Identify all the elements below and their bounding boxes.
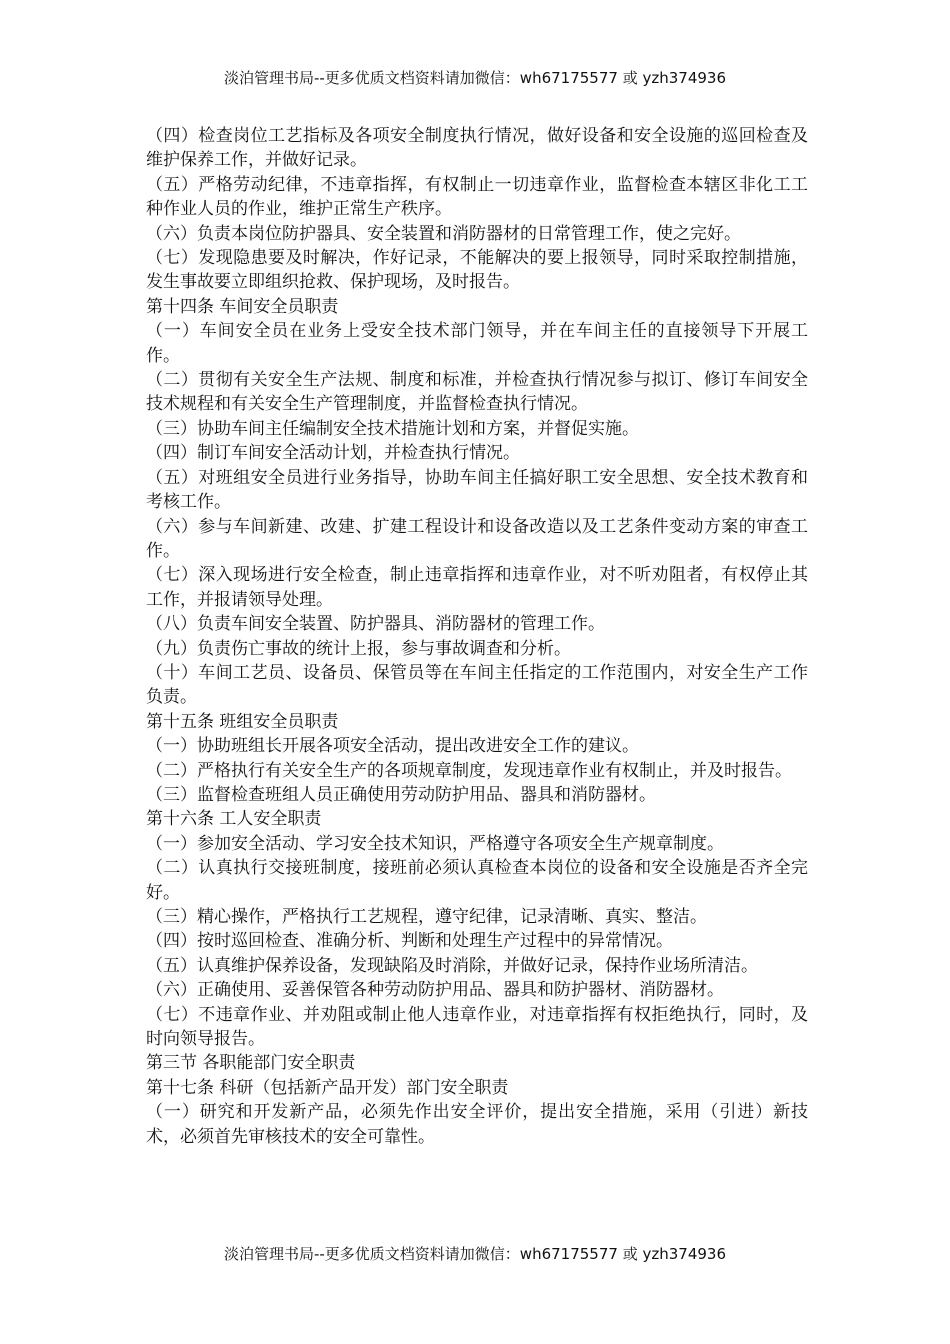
section-heading: 第三节 各职能部门安全职责 <box>146 1053 356 1074</box>
paragraph: （四）制订车间安全活动计划，并检查执行情况。 <box>146 443 520 464</box>
paragraph: （三）监督检查班组人员正确使用劳动防护用品、器具和消防器材。 <box>146 784 656 805</box>
paragraph: （一）研究和开发新产品，必须先作出安全评价，提出安全措施，采用（引进）新技术，必须首先审核技术的安全可靠性。 <box>146 1102 808 1147</box>
paragraph: （一）车间安全员在业务上受安全技术部门领导，并在车间主任的直接领导下开展工作。 <box>146 321 808 366</box>
paragraph: （三）精心操作，严格执行工艺规程，遵守纪律，记录清晰、真实、整洁。 <box>146 907 707 927</box>
paragraph: （七）发现隐患要及时解决，作好记录，不能解决的要上报领导，同时采取控制措施，发生事故要立即组织抢救、保护现场，及时报告。 <box>146 248 808 293</box>
article-heading: 第十七条 科研（包括新产品开发）部门安全职责 <box>146 1077 509 1098</box>
paragraph: （一）参加安全活动、学习安全技术知识，严格遵守各项安全生产规章制度。 <box>146 833 724 854</box>
article-heading: 第十五条 班组安全员职责 <box>146 711 339 732</box>
paragraph: （八）负责车间安全装置、防护器具、消防器材的管理工作。 <box>146 614 605 635</box>
article-heading: 第十六条 工人安全职责 <box>146 809 322 830</box>
paragraph: （五）对班组安全员进行业务指导，协助车间主任搞好职工安全思想、安全技术教育和考核工作。 <box>146 467 808 513</box>
article-heading: 第十四条 车间安全员职责 <box>146 296 339 317</box>
paragraph: （三）协助车间主任编制安全技术措施计划和方案，并督促实施。 <box>146 418 639 439</box>
paragraph: （七）深入现场进行安全检查，制止违章指挥和违章作业，对不听劝阻者，有权停止其工作，并报请领导处理。 <box>146 565 808 610</box>
paragraph: （六）正确使用、妥善保管各种劳动防护用品、器具和防护器材、消防器材。 <box>146 980 724 1001</box>
paragraph: （七）不违章作业、并劝阻或制止他人违章作业，对违章指挥有权拒绝执行，同时，及时向领导报告。 <box>146 1004 808 1050</box>
paragraph: （四）按时巡回检查、准确分析、判断和处理生产过程中的异常情况。 <box>146 931 673 952</box>
paragraph: （十）车间工艺员、设备员、保管员等在车间主任指定的工作范围内，对安全生产工作负责。 <box>146 662 808 708</box>
document-body <box>146 124 808 1149</box>
paragraph: （六）负责本岗位防护器具、安全装置和消防器材的日常管理工作，使之完好。 <box>146 223 741 244</box>
paragraph: （四）检查岗位工艺指标及各项安全制度执行情况，做好设备和安全设施的巡回检查及维护保养工作，并做好记录。 <box>146 126 808 171</box>
paragraph: （一）协助班组长开展各项安全活动，提出改进安全工作的建议。 <box>146 736 639 757</box>
paragraph: （六）参与车间新建、改建、扩建工程设计和设备改造以及工艺条件变动方案的审查工作。 <box>146 516 808 561</box>
paragraph: （九）负责伤亡事故的统计上报，参与事故调查和分析。 <box>146 638 571 659</box>
paragraph: （二）贯彻有关安全生产法规、制度和标准，并检查执行情况参与拟订、修订车间安全技术规程和有关安全生产管理制度，并监督检查执行情况。 <box>146 370 808 415</box>
page-header: 淡泊管理书局--更多优质文档资料请加微信：wh67175577 或 yzh374936 <box>223 69 726 87</box>
page-footer: 淡泊管理书局--更多优质文档资料请加微信：wh67175577 或 yzh374936 <box>223 1245 726 1263</box>
paragraph: （二）认真执行交接班制度，接班前必须认真检查本岗位的设备和安全设施是否齐全完好。 <box>146 858 808 903</box>
paragraph: （五）严格劳动纪律，不违章指挥，有权制止一切违章作业，监督检查本辖区非化工工种作业人员的作业，维护正常生产秩序。 <box>146 174 808 220</box>
paragraph: （二）严格执行有关安全生产的各项规章制度，发现违章作业有权制止，并及时报告。 <box>146 760 792 781</box>
paragraph: （五）认真维护保养设备，发现缺陷及时消除，并做好记录，保持作业场所清洁。 <box>146 955 758 976</box>
